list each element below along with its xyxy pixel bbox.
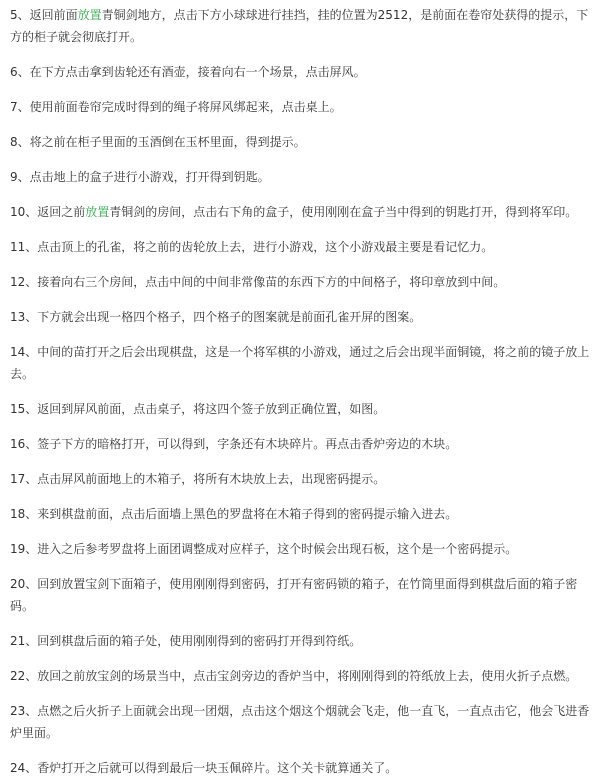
step-19 (10, 538, 590, 560)
step-text: 13、下方就会出现一格四个格子，四个格子的图案就是前面孔雀开屏的图案。 (10, 310, 422, 324)
step-17 (10, 468, 590, 490)
step-text: 24、香炉打开之后就可以得到最后一块玉佩碎片。这个关卡就算通关了。 (10, 761, 398, 775)
step-text: 青铜剑的房间，点击右下角的盒子，使用刚刚在盒子当中得到的钥匙打开，得到将军印。 (109, 205, 578, 219)
step-text: 青铜剑地方，点击下方小球球进行挂挡，挂的位置为2512，是前面在卷帘处获得的提示，下方的柜子就会彻底打开。 (10, 8, 589, 44)
step-16 (10, 433, 590, 455)
step-text: 21、回到棋盘后面的箱子处，使用刚刚得到的密码打开得到符纸。 (10, 634, 362, 648)
step-text: 23、点燃之后火折子上面就会出现一团烟，点击这个烟这个烟就会飞走，他一直飞，一直点击它，他会飞进香炉里面。 (10, 704, 590, 740)
step-text: 19、进入之后参考罗盘将上面团调整成对应样子，这个时候会出现石板，这个是一个密码提示。 (10, 542, 518, 556)
step-7 (10, 96, 590, 118)
step-text: 16、签子下方的暗格打开，可以得到，字条还有木块碎片。再点击香炉旁边的木块。 (10, 437, 458, 451)
step-9 (10, 166, 590, 188)
step-12 (10, 271, 590, 293)
step-18 (10, 503, 590, 525)
step-5 (10, 4, 590, 48)
step-6 (10, 61, 590, 83)
step-text: 17、点击屏风前面地上的木箱子，将所有木块放上去，出现密码提示。 (10, 472, 386, 486)
step-20 (10, 573, 590, 617)
step-24 (10, 757, 590, 779)
step-text: 8、将之前在柜子里面的玉酒倒在玉杯里面，得到提示。 (10, 135, 306, 149)
step-10 (10, 201, 590, 223)
step-8 (10, 131, 590, 153)
step-text: 18、来到棋盘前面，点击后面墙上黑色的罗盘将在木箱子得到的密码提示输入进去。 (10, 507, 458, 521)
step-text: 12、接着向右三个房间，点击中间的中间非常像苗的东西下方的中间格子，将印章放到中间。 (10, 275, 506, 289)
step-text: 22、放回之前放宝剑的场景当中，点击宝剑旁边的香炉当中，将刚刚得到的符纸放上去，使用火折子点燃。 (10, 669, 578, 683)
step-text: 5、返回前面 (10, 8, 78, 22)
step-text: 9、点击地上的盒子进行小游戏，打开得到钥匙。 (10, 170, 270, 184)
step-11 (10, 236, 590, 258)
step-22 (10, 665, 590, 687)
step-text: 6、在下方点击拿到齿轮还有酒壶，接着向右一个场景，点击屏风。 (10, 65, 366, 79)
step-text: 10、返回之前 (10, 205, 86, 219)
step-21 (10, 630, 590, 652)
step-14 (10, 341, 590, 385)
placement-link[interactable]: 放置 (85, 205, 110, 219)
step-text: 14、中间的苗打开之后会出现棋盘，这是一个将军棋的小游戏，通过之后会出现半面铜镜，将之前的镜子放上去。 (10, 345, 590, 381)
step-15 (10, 398, 590, 420)
step-text: 20、回到放置宝剑下面箱子，使用刚刚得到密码，打开有密码锁的箱子，在竹筒里面得到棋盘后面的箱子密码。 (10, 577, 578, 613)
step-13 (10, 306, 590, 328)
step-text: 7、使用前面卷帘完成时得到的绳子将屏风绑起来，点击桌上。 (10, 100, 342, 114)
step-23 (10, 700, 590, 744)
step-text: 15、返回到屏风前面，点击桌子，将这四个签子放到正确位置，如图。 (10, 402, 386, 416)
placement-link[interactable]: 放置 (77, 8, 102, 22)
step-text: 11、点击顶上的孔雀，将之前的齿轮放上去，进行小游戏，这个小游戏最主要是看记忆力。 (10, 240, 494, 254)
